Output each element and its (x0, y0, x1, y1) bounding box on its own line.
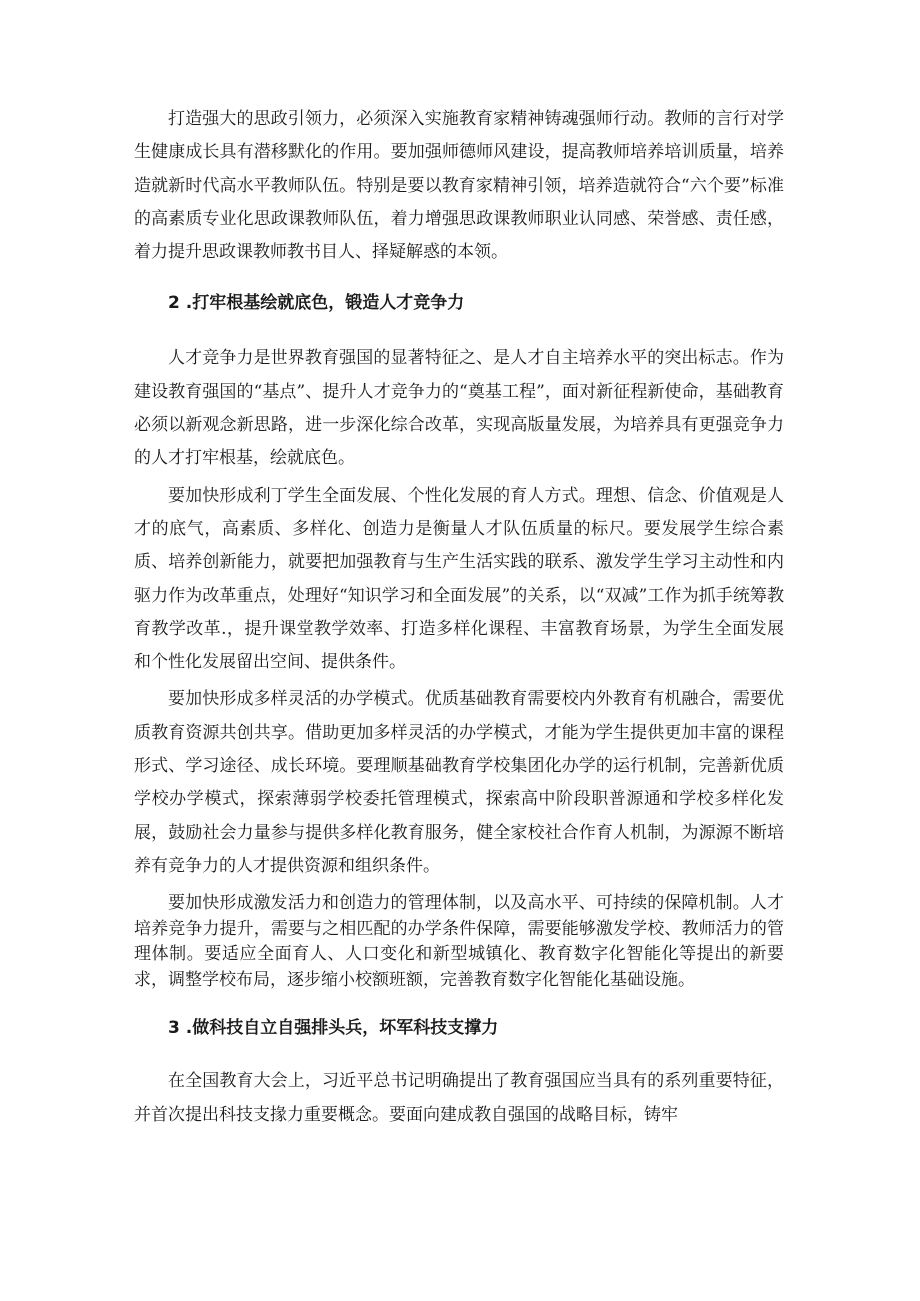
document-body (134, 103, 784, 1132)
paragraph-talent-competitiveness: 人才竞争力是世界教育强国的显著特征之、是人才自主培养水平的突出标志。作为建设教育强国的“基点”、提升人才竞争力的“奠基工程”，面对新征程新使命，基础教育必须以新观念新思路，进一步深化综合改革，实现高版量发展，为培养具有更强竞争力的人才打牢根基，绘就底色。 (134, 348, 784, 469)
paragraph-management-system: 要加快形成激发活力和创造力的管理体制，以及高水平、可持续的保障机制。人才培养竞争力提升，需要与之相匹配的办学条件保障，需要能够激发学校、教师活力的管理体制。要适应全面育人、人口变化和新型城镇化、教育数字化智能化等提出的新要求，调整学校布局，逐步缩小校额班额，完善教育数字化智能化基础设施。 (134, 893, 784, 990)
section-heading-2: 2 .打牢根基绘就底色，锻造人才竞争力 (168, 293, 465, 314)
section-heading-3: 3 .做科技自立自强排头兵，坏军科技支撑力 (168, 1018, 499, 1039)
paragraph-education-method: 要加快形成利丁学生全面发展、个性化发展的育人方式。理想、信念、价值观是人才的底气，高素质、多样化、创造力是衡量人才队伍质量的标尺。要发展学生综合素质、培养创新能力，就要把加强教育与生产生活实践的联系、激发学生学习主动性和内驱力作为改革重点，处理好“知识学习和全面发展”的关系，以“双减”工作为抓手统筹教育教学改革.，提升课堂教学效率、打造多样化课程、丰富教育场景，为学生全面发展和个性化发展留出空间、提供条件。 (134, 485, 784, 673)
paragraph-school-model: 要加快形成多样灵活的办学模式。优质基础教育需要校内外教育有机融合，需要优质教育资源共创共享。借助更加多样灵活的办学模式，才能为学生提供更加丰富的课程形式、学习途径、成长环境。要理顺基础教育学校集团化办学的运行机制，完善新优质学校办学模式，探索薄弱学校委托管理模式，探索高中阶段职普源通和学校多样化发展，鼓励社会力量参与提供多样化教育服务，健全家校社合作育人机制，为源源不断培养有竞争力的人才提供资源和组织条件。 (134, 689, 784, 876)
paragraph-teacher-team: 打造强大的思政引领力，必须深入实施教育家精神铸魂强师行动。教师的言行对学生健康成长具有潜移默化的作用。要加强师德师风建设，提高教师培养培训质量，培养造就新时代高水平教师队伍。特别是要以教育家精神引领，培养造就符合“六个要”标准的高素质专业化思政课教师队伍，着力增强思政课教师职业认同感、荣誉感、责任感，着力提升思政课教师教书目人、择疑解惑的本领。 (134, 109, 784, 263)
paragraph-science-support: 在全国教育大会上，习近平总书记明确提出了教育强国应当具有的系列重要特征，并首次提出科技支掾力重要概念。要面向建成教自强国的战略目标，铸牢 (134, 1071, 784, 1125)
